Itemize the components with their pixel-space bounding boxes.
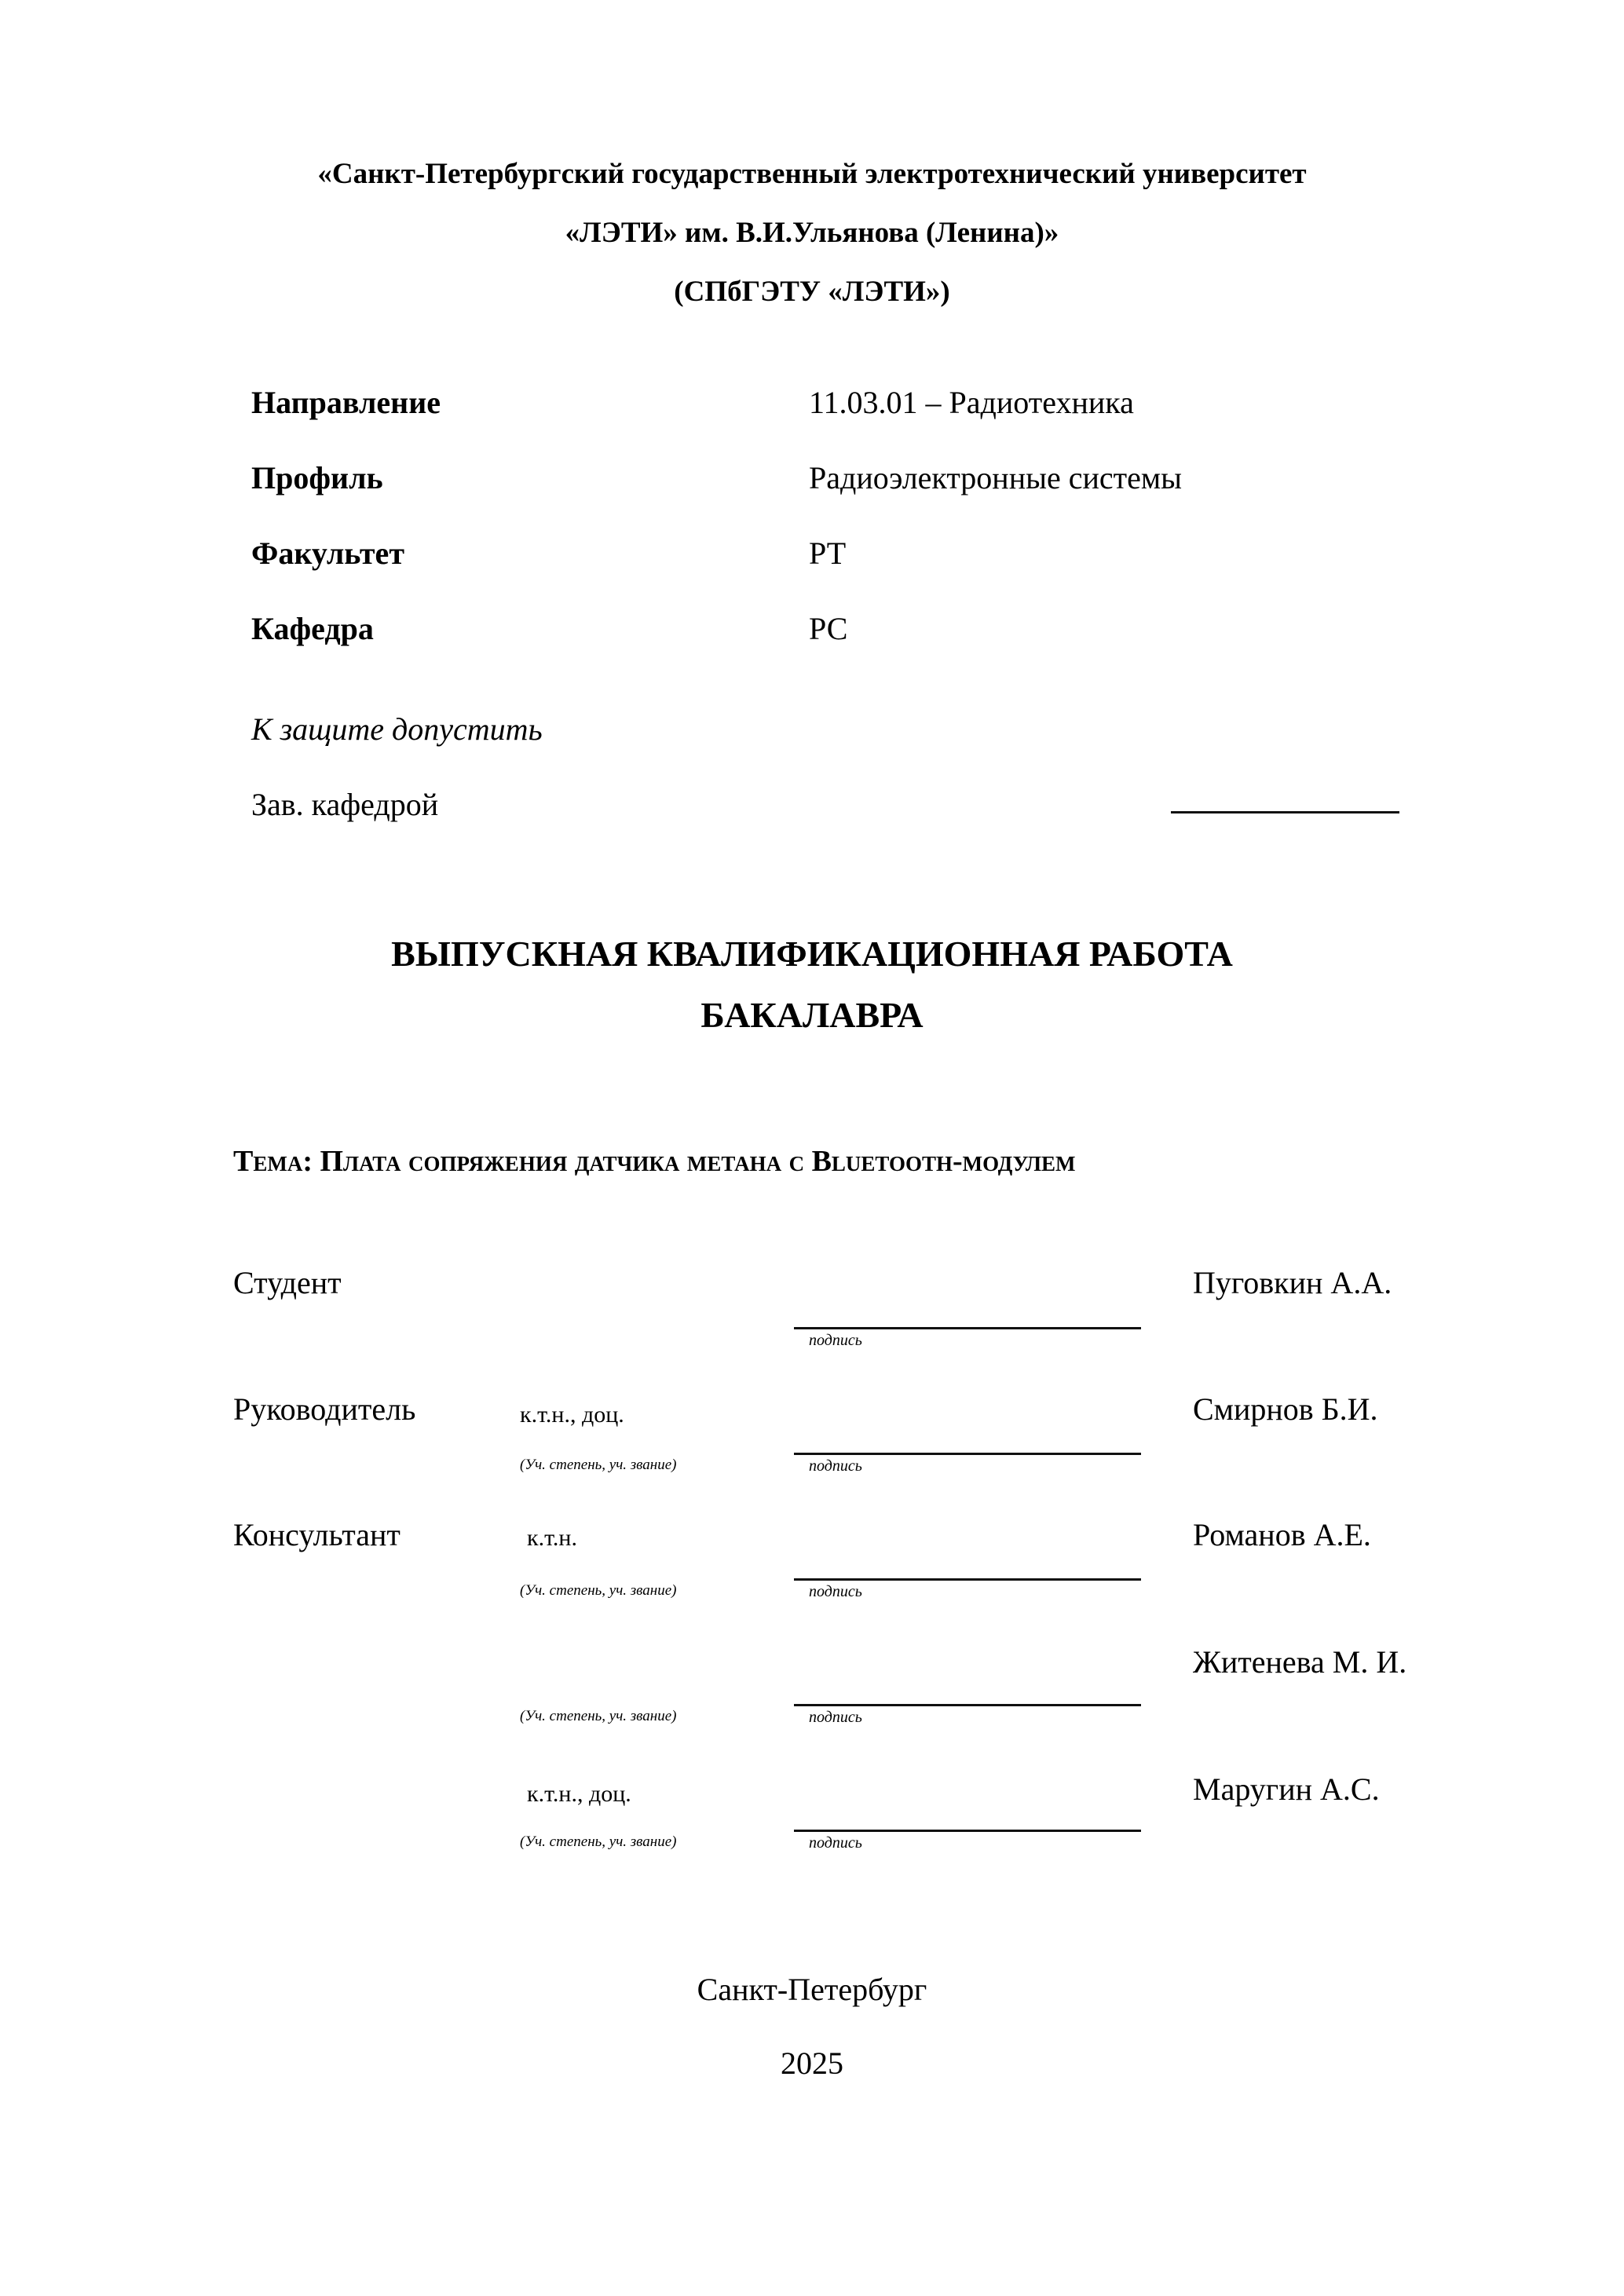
topic-label: Тема: (233, 1145, 313, 1178)
signature-caption: подпись (809, 1709, 862, 1726)
signature-caption: подпись (809, 1834, 862, 1852)
document-title-line2: БАКАЛАВРА (700, 995, 924, 1035)
footer-city: Санкт-Петербург (697, 1972, 927, 2007)
degree-caption: (Уч. степень, уч. звание) (520, 1582, 677, 1599)
degree-caption: (Уч. степень, уч. звание) (520, 1834, 677, 1850)
document-title-line1: ВЫПУСКНАЯ КВАЛИФИКАЦИОННАЯ РАБОТА (391, 934, 1233, 974)
university-name-line2: «ЛЭТИ» им. В.И.Ульянова (Ленина)» (565, 217, 1059, 249)
info-value-faculty: РТ (809, 536, 847, 571)
university-name-line1: «Санкт-Петербургский государственный электротехнический университет (317, 158, 1307, 190)
degree-consultant: к.т.н. (527, 1525, 577, 1551)
degree-supervisor: к.т.н., доц. (520, 1402, 624, 1428)
head-of-department-label: Зав. кафедрой (251, 787, 439, 822)
role-supervisor: Руководитель (233, 1391, 416, 1427)
info-label-department: Кафедра (251, 611, 374, 646)
info-label-direction: Направление (251, 385, 441, 420)
signature-caption: подпись (809, 1332, 862, 1349)
topic-text: Плата сопряжения датчика метана с Bluetooth-модулем (320, 1145, 1076, 1178)
signature-line-consultant-3 (794, 1830, 1141, 1832)
signature-line-consultant (794, 1578, 1141, 1581)
signature-line-supervisor (794, 1453, 1141, 1455)
name-supervisor: Смирнов Б.И. (1193, 1391, 1378, 1427)
degree-caption: (Уч. степень, уч. звание) (520, 1708, 677, 1724)
signature-caption: подпись (809, 1457, 862, 1475)
role-student: Студент (233, 1265, 342, 1300)
name-consultant: Романов А.Е. (1193, 1517, 1371, 1552)
info-label-faculty: Факультет (251, 536, 404, 571)
head-signature-line (1171, 811, 1399, 813)
degree-consultant-3: к.т.н., доц. (527, 1781, 631, 1807)
info-value-profile: Радиоэлектронные системы (809, 460, 1183, 495)
info-label-profile: Профиль (251, 460, 383, 495)
signature-line-student (794, 1327, 1141, 1329)
admit-to-defense-text: К защите допустить (251, 711, 543, 747)
name-consultant-3: Маругин А.С. (1193, 1771, 1380, 1807)
info-value-department: РС (809, 611, 848, 646)
name-consultant-2: Житенева М. И. (1193, 1644, 1407, 1680)
role-consultant: Консультант (233, 1517, 401, 1552)
degree-caption: (Уч. степень, уч. звание) (520, 1457, 677, 1473)
signature-line-consultant-2 (794, 1704, 1141, 1706)
footer-year: 2025 (781, 2046, 843, 2081)
thesis-topic (233, 1146, 1076, 1176)
name-student: Пуговкин А.А. (1193, 1265, 1392, 1300)
info-value-direction: 11.03.01 – Радиотехника (809, 385, 1134, 420)
signature-caption: подпись (809, 1583, 862, 1600)
university-abbreviation: (СПбГЭТУ «ЛЭТИ») (674, 276, 950, 308)
